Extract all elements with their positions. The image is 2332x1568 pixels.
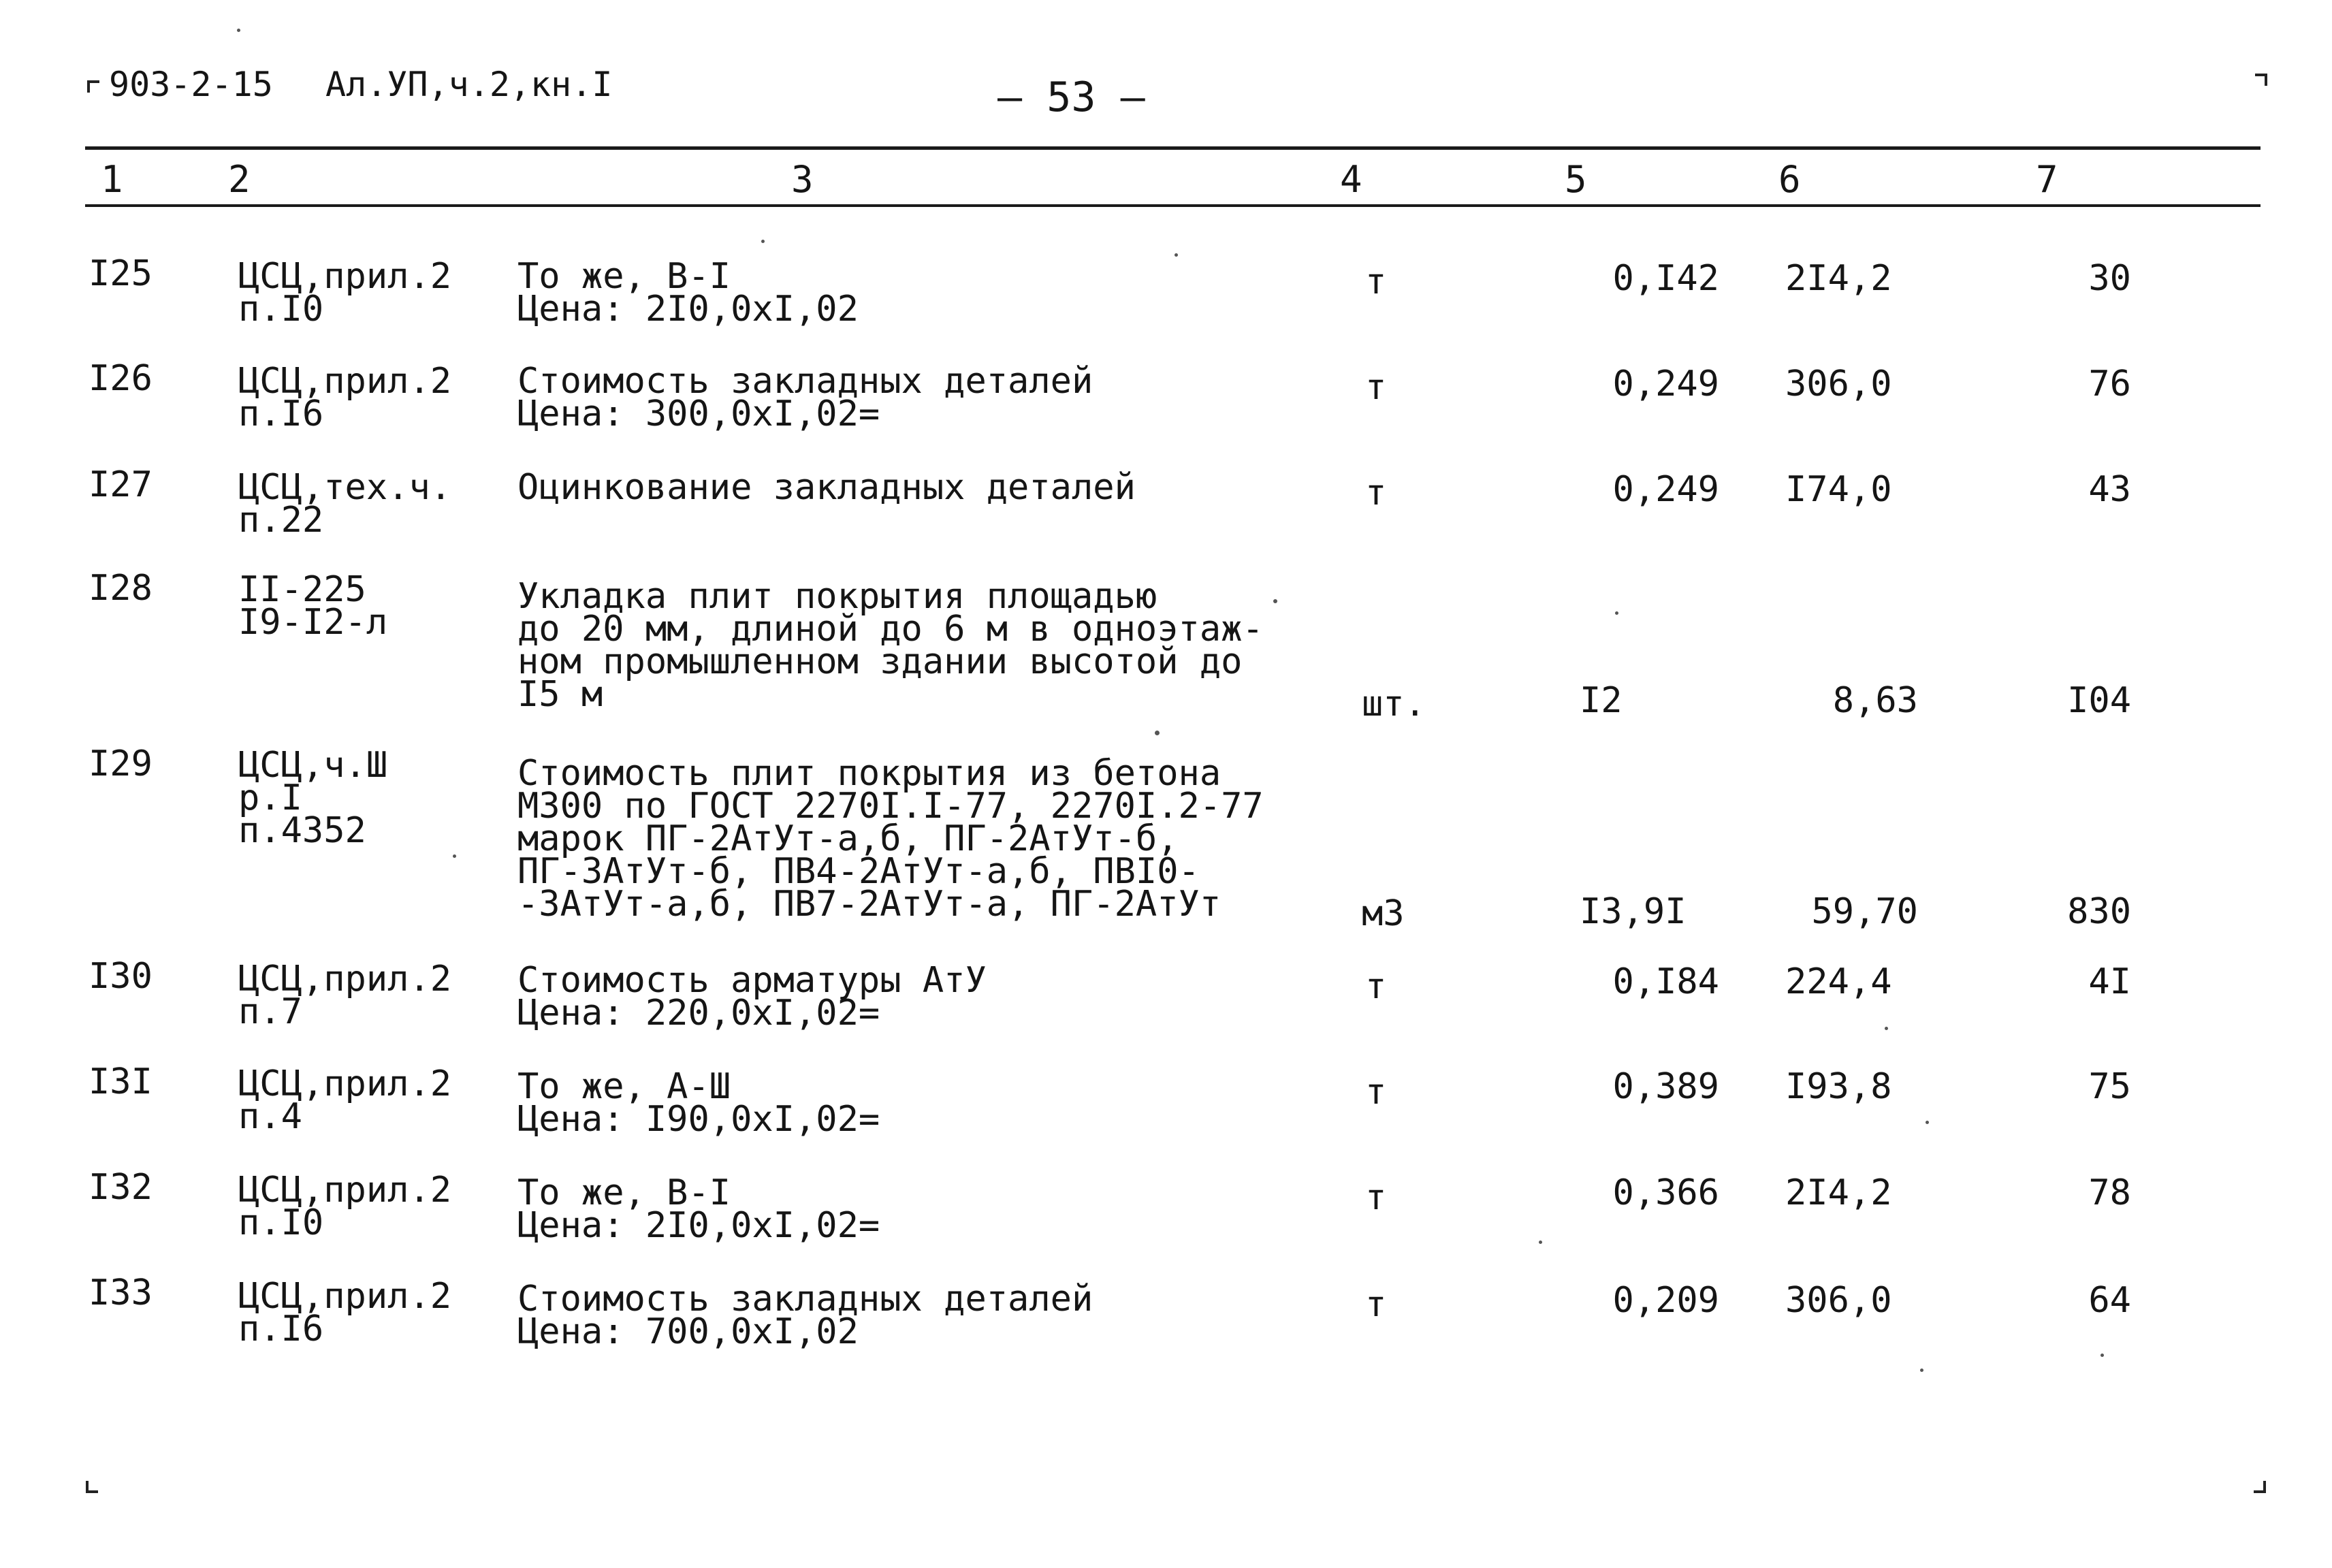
row-reference: ЦСЦ,ч.Ш р.I п.4352 [238,745,388,851]
row-unit-price: I74,0 [1785,469,1892,510]
corner-mark-top-left [87,80,99,93]
row-unit-price: 8,63 [1832,680,1918,721]
scan-speck [761,240,765,243]
row-unit-price: I93,8 [1785,1066,1892,1107]
header-bottom-rule [85,204,2261,207]
row-quantity: 0,I84 [1612,961,1719,1002]
row-number: I29 [89,743,153,784]
column-header-6: 6 [1778,158,1801,201]
header-top-rule [85,146,2261,150]
document-code: 903-2-15 [109,65,273,104]
row-quantity: 0,389 [1612,1066,1719,1107]
row-total: 76 [2088,364,2131,404]
row-quantity: 0,366 [1612,1172,1719,1213]
row-total: 43 [2088,469,2131,510]
row-description: Стоимость плит покрытия из бетона М300 по ГОСТ 2270I.I-77, 2270I.2-77 марок ПГ-2АтУт-а,б, ПГ-2АтУт-б, ПГ-3АтУт-б, ПВ4-2АтУт-а,б, ПВI0- -3АтУт-а,б, ПВ7-2АтУт-а, ПГ-2АтУт [517,753,1264,925]
row-unit: т [1365,261,1387,302]
scan-speck [1615,611,1618,615]
row-number: I27 [89,464,153,505]
row-quantity: 0,209 [1612,1280,1719,1321]
row-description: Укладка плит покрытия площадью до 20 мм, длиной до 6 м в одноэтаж- ном промышленном здании высотой до I5 м [517,576,1264,715]
row-reference: ЦСЦ,прил.2 п.7 [238,959,452,1032]
row-total: 30 [2088,258,2131,299]
row-number: I32 [89,1167,153,1208]
row-unit: т [1365,473,1387,513]
row-total: I04 [2067,680,2131,721]
scan-speck [1539,1241,1542,1244]
row-unit: т [1365,367,1387,408]
row-description: Стоимость закладных деталей Цена: 700,0хI,02 [517,1279,1093,1352]
scan-speck [1273,599,1277,603]
row-description: Оцинкование закладных деталей [517,467,1136,508]
row-unit-price: 224,4 [1785,961,1892,1002]
row-reference: ЦСЦ,прил.2 п.4 [238,1063,452,1137]
corner-mark-bottom-right [2254,1481,2266,1493]
row-number: I3I [89,1061,153,1102]
column-header-4: 4 [1340,158,1362,201]
album-reference: Ал.УП,ч.2,кн.I [325,65,613,104]
scan-speck [453,854,456,858]
row-description: Стоимость арматуры АтУ Цена: 220,0хI,02= [517,960,987,1034]
row-unit: т [1365,1072,1387,1113]
row-description: То же, В-I Цена: 2I0,0хI,02 [517,256,859,330]
scan-speck [2101,1354,2104,1357]
scan-speck [1920,1369,1923,1372]
row-reference: ЦСЦ,тех.ч. п.22 [238,467,452,541]
corner-mark-bottom-left [86,1481,98,1493]
row-unit: т [1365,1177,1387,1218]
row-number: I30 [89,956,153,997]
row-description: То же, В-I Цена: 2I0,0хI,02= [517,1172,880,1246]
row-quantity: 0,I42 [1612,258,1719,299]
row-total: 64 [2088,1280,2131,1321]
row-unit-price: 306,0 [1785,1280,1892,1321]
row-reference: ЦСЦ,прил.2 п.I0 [238,256,452,330]
scan-speck [1155,731,1160,735]
row-quantity: I3,9I [1580,891,1687,932]
row-description: То же, А-Ш Цена: I90,0хI,02= [517,1066,880,1140]
row-number: I33 [89,1273,153,1313]
row-unit-price: 59,70 [1811,891,1918,932]
row-number: I26 [89,358,153,399]
row-quantity: I2 [1580,680,1623,721]
row-unit: м3 [1362,893,1405,934]
row-unit-price: 306,0 [1785,364,1892,404]
row-unit: т [1365,1284,1387,1325]
column-header-1: 1 [101,158,123,201]
row-reference: ЦСЦ,прил.2 п.I6 [238,1276,452,1349]
row-unit: шт. [1362,684,1426,724]
scan-speck [237,29,240,32]
row-total: 4I [2088,961,2131,1002]
row-total: 78 [2088,1172,2131,1213]
column-header-7: 7 [2036,158,2058,201]
row-description: Стоимость закладных деталей Цена: 300,0хI,02= [517,361,1093,434]
row-unit: т [1365,966,1387,1007]
row-number: I28 [89,568,153,609]
row-total: 75 [2088,1066,2131,1107]
column-header-2: 2 [228,158,251,201]
column-header-3: 3 [791,158,814,201]
row-unit-price: 2I4,2 [1785,258,1892,299]
row-reference: II-225 I9-I2-л [238,569,388,643]
row-unit-price: 2I4,2 [1785,1172,1892,1213]
row-quantity: 0,249 [1612,469,1719,510]
row-total: 830 [2067,891,2131,932]
column-header-5: 5 [1565,158,1587,201]
corner-mark-top-right [2255,74,2267,86]
scan-speck [1885,1027,1888,1030]
row-quantity: 0,249 [1612,364,1719,404]
row-reference: ЦСЦ,прил.2 п.I0 [238,1170,452,1243]
scan-speck [1926,1121,1929,1124]
row-reference: ЦСЦ,прил.2 п.I6 [238,361,452,434]
scan-speck [1175,253,1178,257]
page-number: – 53 – [997,74,1145,121]
row-number: I25 [89,253,153,294]
